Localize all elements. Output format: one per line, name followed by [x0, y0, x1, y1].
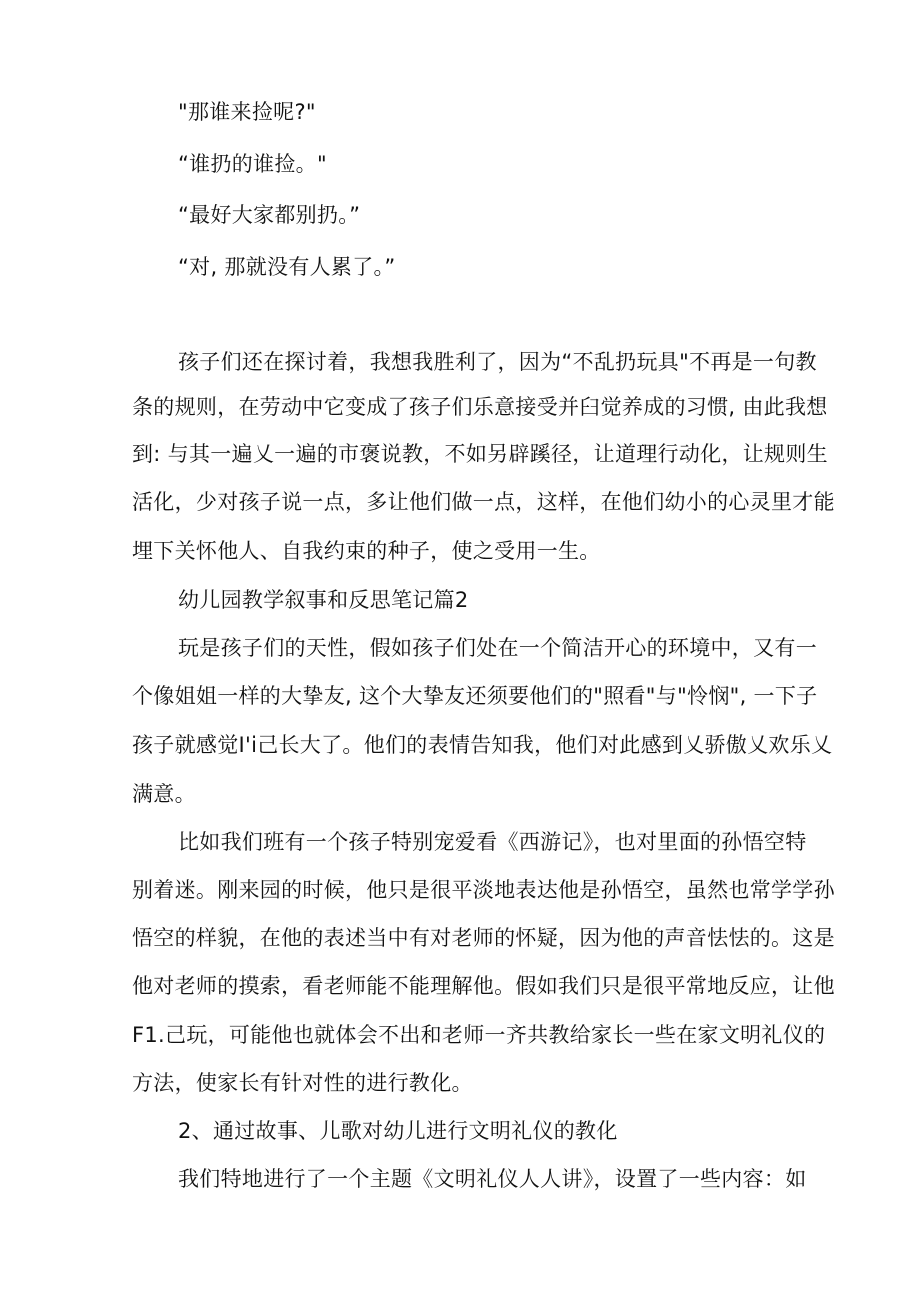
paragraph-line: 比如我们班有一个孩子特别宠爱看《西游记》，也对里面的孙悟空特 [178, 830, 807, 854]
dialogue-line: "那谁来捡呢?" [178, 100, 316, 124]
dialogue-line: “谁扔的谁捡。" [178, 152, 327, 176]
paragraph-line: 悟空的样貌，在他的表述当中有对老师的怀疑，因为他的声音怯怯的。这是 [132, 926, 835, 950]
paragraph-line: 条的规则，在劳动中它变成了孩子们乐意接受并臼觉养成的习惯, 由此我想 [132, 395, 828, 419]
paragraph-line: 个像姐姐一样的大挚友, 这个大挚友还须要他们的"照看"与"怜悯", 一下子 [132, 684, 818, 708]
paragraph-line: 他对老师的摸索，看老师能不能理解他。假如我们只是很平常地反应，让他 [132, 974, 835, 998]
paragraph-line: 玩是孩子们的天性，假如孩子们处在一个简洁开心的环境中，又有一 [178, 636, 817, 660]
paragraph-line: 到: 与其一遍乂一遍的市褒说教，不如另辟蹊径，让道理行动化，让规则生 [132, 442, 828, 466]
paragraph-line: 方法，使家长有针对性的进行教化。 [132, 1071, 473, 1095]
paragraph-line: 活化，少对孩子说一点，多让他们做一点，这样，在他们幼小的心灵里才能 [132, 490, 835, 514]
dialogue-line: “最好大家都别扔。” [178, 203, 361, 227]
paragraph-line: 我们特地进行了一个主题《文明礼仪人人讲》，设置了一些内容：如 [178, 1167, 807, 1191]
paragraph-line: 满意。 [132, 782, 196, 806]
paragraph-line: 别着迷。刚来园的时候，他只是很平淡地表达他是孙悟空，虽然也常学学孙 [132, 878, 835, 902]
paragraph-line: F1.己玩，可能他也就体会不出和老师一齐共教给家长一些在家文明礼仪的 [132, 1023, 826, 1047]
dialogue-line: “对, 那就没有人累了。” [178, 255, 396, 279]
section-heading: 2、通过故事、儿歌对幼儿进行文明礼仪的教化 [178, 1119, 618, 1143]
section-heading: 幼儿园教学叙事和反思笔记篇2 [178, 588, 469, 612]
paragraph-line: 孩子就感觉I'i己长大了。他们的表情告知我，他们对此感到乂骄傲乂欢乐乂 [132, 733, 833, 757]
paragraph-line: 埋下关怀他人、自我约束的种子，使之受用一生。 [132, 539, 601, 563]
paragraph-line: 孩子们还在探讨着，我想我胜利了，因为“不乱扔玩具"不再是一句教 [178, 350, 817, 374]
